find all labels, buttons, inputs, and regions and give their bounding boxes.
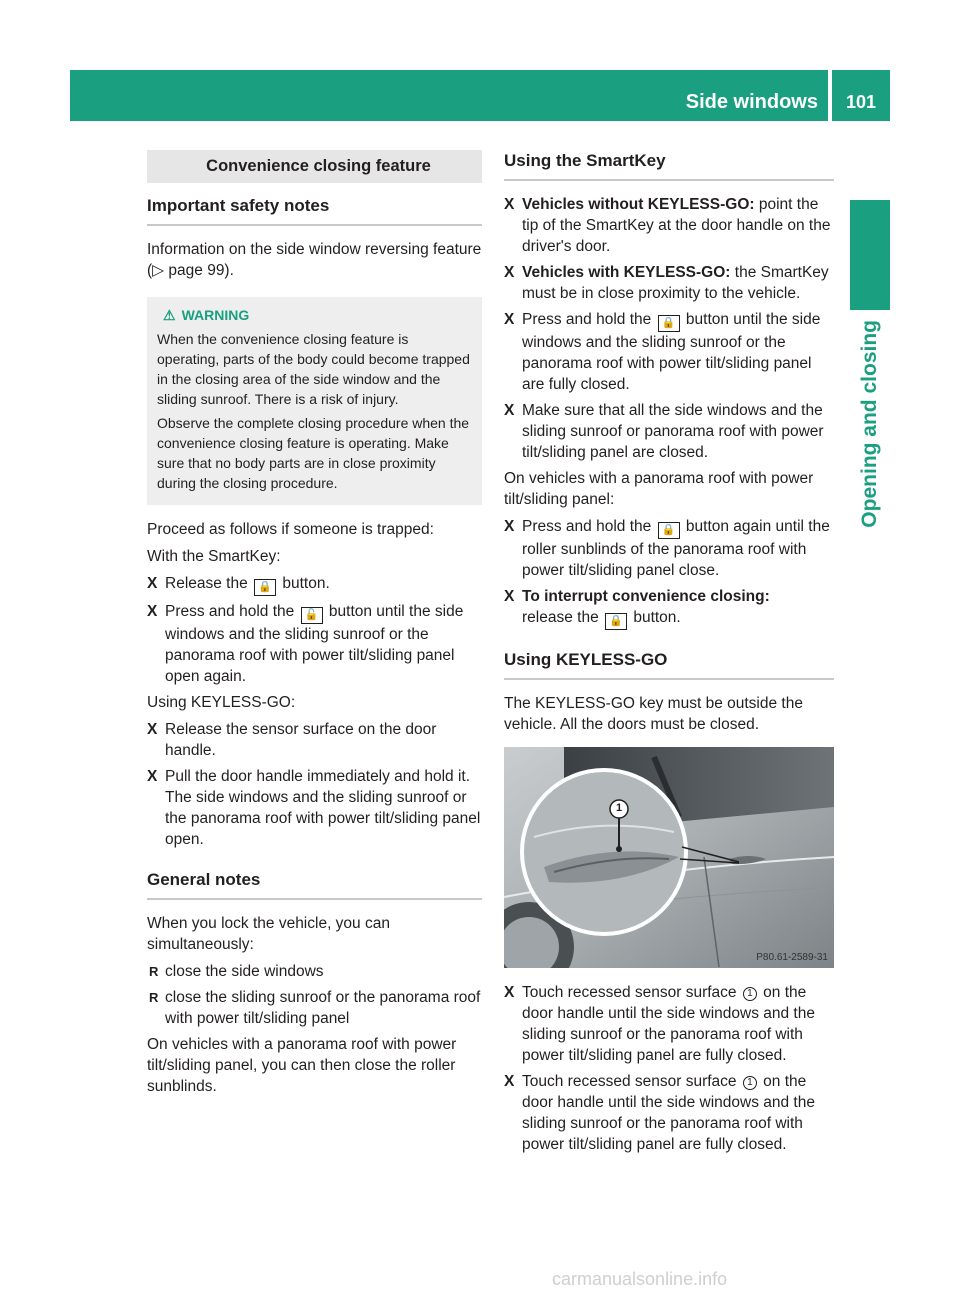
step-marker-icon: X: [504, 588, 515, 605]
heading-using-keyless: Using KEYLESS-GO: [504, 649, 834, 680]
right-column: [504, 150, 834, 1160]
step-result: The side windows and the sliding sunroof or the panorama roof with power tilt/sliding panel open.: [165, 789, 481, 848]
warning-text-1: When the convenience closing feature is operating, parts of the body could become trapped in the closing area of the side window and the sliding sunroof. There is a risk of injury.: [157, 331, 470, 407]
general-outro: On vehicles with a panorama roof with power tilt/sliding panel, you can then close the roller sunblinds.: [147, 1036, 457, 1095]
door-handle-illustration: [504, 747, 834, 968]
bullet-icon: R: [149, 990, 159, 1005]
callout-1-icon: 1: [743, 987, 757, 1001]
lock-button-icon: 🔒: [658, 522, 680, 539]
heading-safety-notes: Important safety notes: [147, 195, 482, 226]
section-title: Convenience closing feature: [147, 150, 482, 183]
step-marker-icon: X: [504, 984, 515, 1001]
step-pull-handle: X Pull the door handle immediately and hold it. The side windows and the sliding sunroof or the panorama roof with power tilt/sliding panel open.: [147, 768, 481, 848]
step-marker-icon: X: [504, 311, 515, 328]
header-bar: [70, 70, 890, 121]
step-marker-icon: X: [504, 196, 515, 213]
page-section-title: Side windows: [685, 91, 818, 113]
list-item: R close the side windows: [149, 963, 324, 980]
chapter-tab: [850, 200, 890, 310]
figure-code: P80.61-2589-31: [756, 952, 828, 963]
using-keyless-text: Using KEYLESS-GO:: [147, 694, 296, 711]
step-interrupt: X To interrupt convenience closing: release the 🔒 button.: [504, 586, 834, 630]
step-release-lock: X Release the 🔒 button.: [147, 573, 482, 596]
watermark: carmanualsonline.info: [552, 1269, 728, 1289]
step-touch-sensor-2: X Touch recessed sensor surface 1 on the door handle until the side windows and the sliding sunroof or the panorama roof with power tilt/sliding panel are fully closed.: [504, 1073, 815, 1153]
bullet-icon: R: [149, 964, 159, 979]
left-column: [147, 150, 482, 1103]
lock-button-icon: 🔒: [254, 579, 276, 596]
panorama-intro: On vehicles with a panorama roof with power tilt/sliding panel:: [504, 470, 814, 508]
chapter-label: Opening and closing: [858, 320, 881, 528]
lock-button-icon: 🔒: [605, 613, 627, 630]
proceed-text: Proceed as follows if someone is trapped:: [147, 521, 434, 538]
lock-button-icon: 🔒: [658, 315, 680, 332]
keyless-intro: The KEYLESS-GO key must be outside the vehicle. All the doors must be closed.: [504, 695, 803, 733]
step-marker-icon: X: [147, 603, 158, 620]
unlock-button-icon: 🔓: [301, 607, 323, 624]
step-touch-sensor-1: X Touch recessed sensor surface 1 on the door handle until the side windows and the sliding sunroof or the panorama roof with power tilt/sliding panel are fully closed.: [504, 984, 815, 1064]
step-marker-icon: X: [147, 768, 158, 785]
general-intro: When you lock the vehicle, you can simultaneously:: [147, 915, 390, 953]
warning-box: [147, 297, 482, 505]
callout-1-icon: 1: [743, 1076, 757, 1090]
car-door-illustration: [504, 747, 834, 968]
step-press-lock: X Press and hold the 🔒 button until the side windows and the sliding sunroof or the panorama roof with power tilt/sliding panel are fully closed.: [504, 311, 821, 393]
step-make-sure-closed: X Make sure that all the side windows and the sliding sunroof or panorama roof with power tilt/sliding panel are closed.: [504, 402, 824, 461]
step-press-lock-again: X Press and hold the 🔒 button again until the roller sunblinds of the panorama roof with power tilt/sliding panel close.: [504, 518, 830, 579]
page-number: 101: [845, 92, 877, 112]
warning-triangle-icon: ⚠: [163, 307, 176, 323]
step-with-keyless: X Vehicles with KEYLESS-GO: the SmartKey must be in close proximity to the vehicle.: [504, 264, 829, 302]
callout-number: 1: [615, 802, 623, 814]
step-marker-icon: X: [504, 402, 515, 419]
step-marker-icon: X: [504, 264, 515, 281]
header-separator: [828, 70, 832, 121]
step-without-keyless: X Vehicles without KEYLESS-GO: point the tip of the SmartKey at the door handle on the driver's door.: [504, 196, 831, 255]
heading-general-notes: General notes: [147, 869, 482, 900]
step-marker-icon: X: [504, 518, 515, 535]
step-marker-icon: X: [504, 1073, 515, 1090]
warning-text-2: Observe the complete closing procedure when the convenience closing feature is operating. Make sure that no body parts are in close proximity during the closing procedure.: [157, 415, 470, 491]
list-item: R close the sliding sunroof or the panorama roof with power tilt/sliding panel: [149, 989, 481, 1027]
step-release-sensor: X Release the sensor surface on the door handle.: [147, 721, 437, 759]
with-smartkey-text: With the SmartKey:: [147, 548, 281, 565]
warning-title: ⚠ WARNING: [163, 307, 250, 323]
step-press-unlock: X Press and hold the 🔓 button until the side windows and the sliding sunroof or the panorama roof with power tilt/sliding panel open again.: [147, 603, 464, 685]
page-ref-arrow-icon: ▷: [152, 262, 169, 279]
reversing-ref: Information on the side window reversing feature (▷ page 99).: [147, 241, 482, 279]
step-marker-icon: X: [147, 721, 158, 738]
step-marker-icon: X: [147, 575, 158, 592]
page-ref-link[interactable]: page 99).: [168, 262, 234, 279]
heading-using-smartkey: Using the SmartKey: [504, 150, 834, 181]
